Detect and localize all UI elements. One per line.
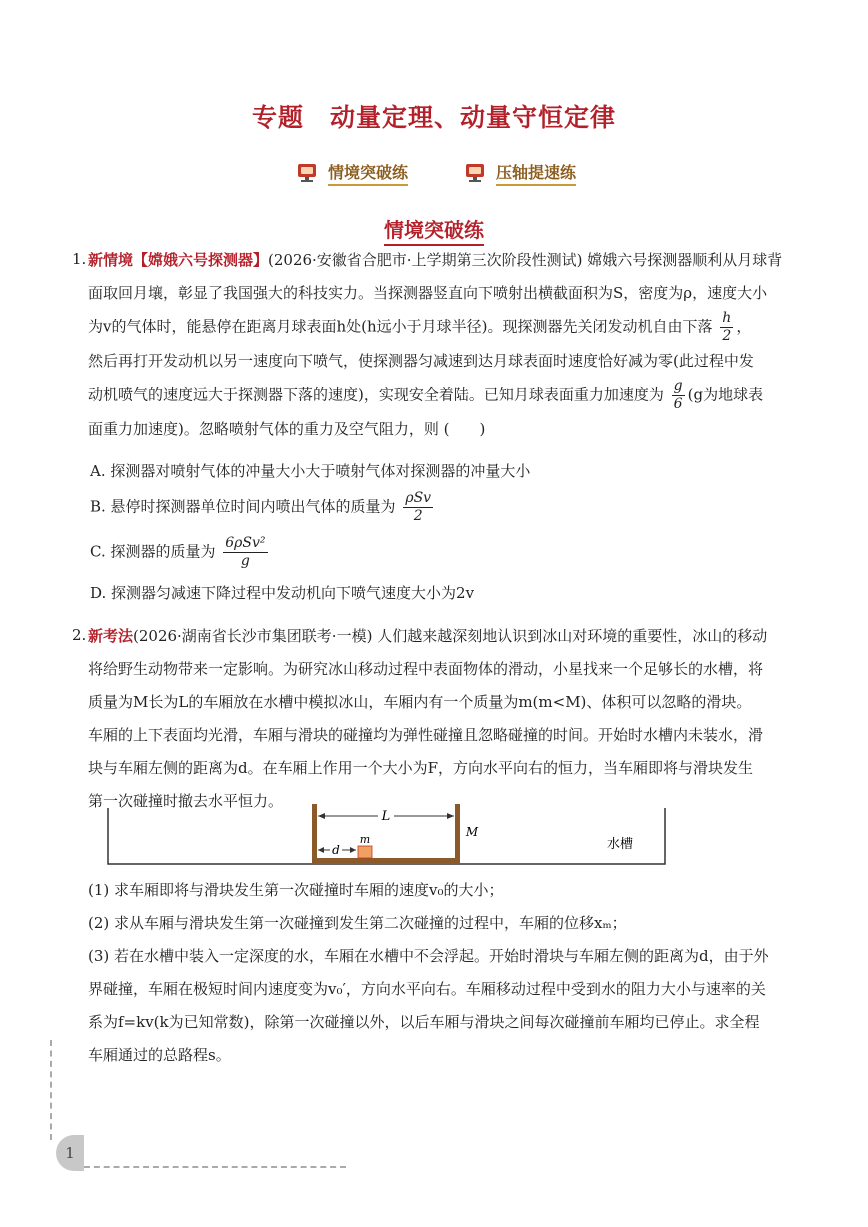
arrow-head-left xyxy=(318,813,325,819)
stem-line: 块与车厢左侧的距离为d。在车厢上作用一个大小为F，方向水平向右的恒力，当车厢即将与滑块发生 xyxy=(88,759,754,777)
monitor-icon xyxy=(296,162,318,184)
section-nav xyxy=(0,160,868,190)
stem-line: (2026·湖南省长沙市集团联考·一模) 人们越来越深刻地认识到冰山对环境的重要性，冰山的移动 xyxy=(133,627,768,645)
question-number: 1. xyxy=(72,250,87,268)
option-d[interactable]: D. 探测器匀减速下降过程中发动机向下喷气速度大小为2v xyxy=(90,584,475,602)
carriage-left-wall xyxy=(312,804,317,864)
stem-line: 车厢的上下表面均光滑，车厢与滑块的碰撞均为弹性碰撞且忽略碰撞的时间。开始时水槽内未装水，滑 xyxy=(88,726,764,744)
nav-item-advanced[interactable] xyxy=(464,160,576,186)
carriage-floor xyxy=(312,858,460,863)
question-1-stem: 新情境【嫦娥六号探测器】(2026·安徽省合肥市·上学期第三次阶段性测试) 嫦娥六号探测器顺利从月球背 面取回月壤，彰显了我国强大的科技实力。当探测器竖直向下喷射出横截面积为S，密度为ρ，速度大小 为v的气体时，能悬停在距离月球表面h处(h远小于月球半径)。现探测器先关闭发动机自由下落 $\frac{h}{2}$ ， 然后再打开发动机以另一速度向下喷气，使探测器匀减速到达月球表面时速度恰好减为零(此过程中发 动机喷气的速度远大于探测器下落的速度)，实现安全着陆。已知月球表面重力加速度为 $\frac{g}{6}$ (g为地球表 面重力加速度)。忽略喷射气体的重力及空气阻力，则 ( ) xyxy=(88,251,783,438)
sub-question-3: (3) 若在水槽中装入一定深度的水，车厢在水槽中不会浮起。开始时滑块与车厢左侧的距离为d，由于外 xyxy=(88,947,769,965)
option-b[interactable]: B. 悬停时探测器单位时间内喷出气体的质量为 $\frac{\text{ρSv}}{2}$ xyxy=(90,490,432,524)
slider-block xyxy=(358,846,372,858)
sub-question-3-cont: 车厢通过的总路程s。 xyxy=(88,1046,231,1064)
stem-line: 为v的气体时，能悬停在距离月球表面h处(h远小于月球半径)。现探测器先关闭发动机自由下落 xyxy=(88,317,713,336)
nav-label[interactable]: 情境突破练 xyxy=(328,160,408,186)
fraction-rho-s-v-over-2: $\frac{\text{ρSv}}{2}$ xyxy=(405,490,432,524)
arrow-head-right xyxy=(447,813,454,819)
stem-line: (2026·安徽省合肥市·上学期第三次阶段性测试) 嫦娥六号探测器顺利从月球背 xyxy=(268,251,783,269)
label-L: L xyxy=(381,809,391,824)
page-decoration-dashed-horizontal xyxy=(84,1166,346,1168)
stem-line: 将给野生动物带来一定影响。为研究冰山移动过程中表面物体的滑动，小星找来一个足够长的水槽，将 xyxy=(88,660,764,678)
monitor-icon xyxy=(464,162,486,184)
sub-question-1: (1) 求车厢即将与滑块发生第一次碰撞时车厢的速度v₀的大小； xyxy=(88,881,504,899)
option-a[interactable]: A. 探测器对喷射气体的冲量大小大于喷射气体对探测器的冲量大小 xyxy=(90,462,531,480)
option-c[interactable]: C. 探测器的质量为 $\frac{\text{6ρSv²}}{g}$ xyxy=(90,535,266,569)
nav-label[interactable]: 压轴提速练 xyxy=(496,160,576,186)
page-number: 1 xyxy=(56,1135,84,1171)
fraction-mass: $\frac{\text{6ρSv²}}{g}$ xyxy=(225,535,266,569)
label-M: M xyxy=(465,825,479,839)
stem-line: 面取回月壤，彰显了我国强大的科技实力。当探测器竖直向下喷射出横截面积为S，密度为ρ，速度大小 xyxy=(88,284,768,302)
sub-questions xyxy=(88,874,804,1072)
label-m: m xyxy=(359,833,371,846)
page-title: 专题 动量定理、动量守恒定律 xyxy=(251,103,616,132)
label-d: d xyxy=(332,843,340,857)
section-heading: 情境突破练 xyxy=(0,214,868,243)
sub-question-2: (2) 求从车厢与滑块发生第一次碰撞到发生第二次碰撞的过程中，车厢的位移xₘ； xyxy=(88,914,627,932)
label-tank: 水槽 xyxy=(606,837,634,852)
fraction-g-over-6: $\frac{g}{6}$ xyxy=(673,378,683,412)
tank-diagram xyxy=(100,800,680,872)
question-2-stem xyxy=(88,620,804,818)
stem-line: 然后再打开发动机以另一速度向下喷气，使探测器匀减速到达月球表面时速度恰好减为零(此过程中发 xyxy=(88,352,754,370)
fraction-h-over-2: $\frac{h}{2}$ xyxy=(722,310,732,344)
question-number: 2. xyxy=(72,626,87,644)
carriage-right-wall xyxy=(455,804,460,864)
nav-item-situational[interactable] xyxy=(296,160,408,186)
arrow-head-right xyxy=(350,847,356,853)
stem-line: 第一次碰撞时撤去水平恒力。 xyxy=(88,792,284,810)
sub-question-3-cont: 界碰撞，车厢在极短时间内速度变为v₀′，方向水平向右。车厢移动过程中受到水的阻力大小与速率的关 xyxy=(88,980,766,998)
stem-line: 面重力加速度)。忽略喷射气体的重力及空气阻力，则 ( ) xyxy=(88,420,486,438)
stem-line: 动机喷气的速度远大于探测器下落的速度)，实现安全着陆。已知月球表面重力加速度为 xyxy=(88,385,664,404)
question-tag: 新考法 xyxy=(88,627,134,645)
page-decoration-dashed-vertical xyxy=(50,1040,52,1140)
stem-line: 质量为M长为L的车厢放在水槽中模拟冰山，车厢内有一个质量为m(m<M)、体积可以忽略的滑块。 xyxy=(88,693,752,711)
question-tag: 新情境【嫦娥六号探测器】 xyxy=(88,251,269,269)
sub-question-3-cont: 系为f=kv(k为已知常数)，除第一次碰撞以外，以后车厢与滑块之间每次碰撞前车厢均已停止。求全程 xyxy=(88,1013,760,1031)
arrow-head-left xyxy=(318,847,324,853)
